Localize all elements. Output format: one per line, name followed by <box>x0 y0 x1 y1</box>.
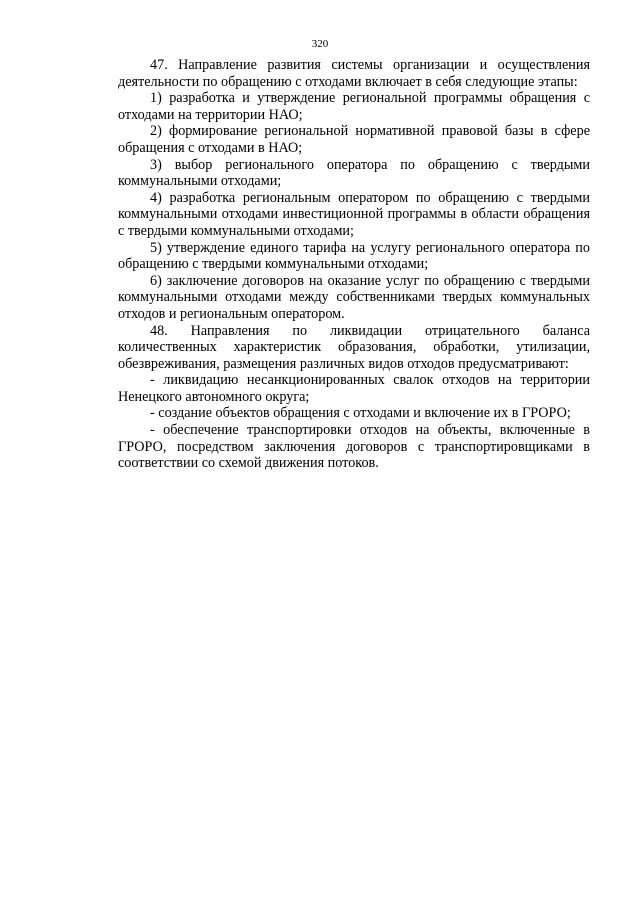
paragraph-48-item-3: - обеспечение транспортировки отходов на объекты, включенные в ГРОРО, посредством заключения договоров с транспортировщиками в соответствии со схемой движения потоков. <box>118 422 590 472</box>
page-number: 320 <box>311 38 329 50</box>
paragraph-48-item-1: - ликвидацию несанкционированных свалок отходов на территории Ненецкого автономного округа; <box>118 372 590 405</box>
paragraph-47-item-6: 6) заключение договоров на оказание услуг по обращению с твердыми коммунальными отходами между собственниками твердых коммунальных отходов и региональным оператором. <box>118 272 590 322</box>
paragraph-47-item-1: 1) разработка и утверждение региональной программы обращения с отходами на территории НАО; <box>118 90 590 123</box>
document-body <box>118 57 590 472</box>
paragraph-47-item-4: 4) разработка региональным оператором по обращению с твердыми коммунальными отходами инвестиционной программы в области обращения с твердыми коммунальными отходами; <box>118 189 590 239</box>
paragraph-48-item-2: - создание объектов обращения с отходами и включение их в ГРОРО; <box>150 405 571 422</box>
paragraph-47-item-5: 5) утверждение единого тарифа на услугу регионального оператора по обращению с твердыми коммунальными отходами; <box>118 239 590 273</box>
paragraph-48-intro: 48. Направления по ликвидации отрицательного баланса количественных характеристик образования, обработки, утилизации, обезвреживания, размещения различных видов отходов предусматривают: <box>118 322 590 372</box>
paragraph-47-intro: 47. Направление развития системы организации и осуществления деятельности по обращению с отходами включает в себя следующие этапы: <box>118 57 590 90</box>
paragraph-47-item-2: 2) формирование региональной нормативной правовой базы в сфере обращения с отходами в НАО; <box>118 123 590 156</box>
paragraph-47-item-3: 3) выбор регионального оператора по обращению с твердыми коммунальными отходами; <box>118 156 590 190</box>
